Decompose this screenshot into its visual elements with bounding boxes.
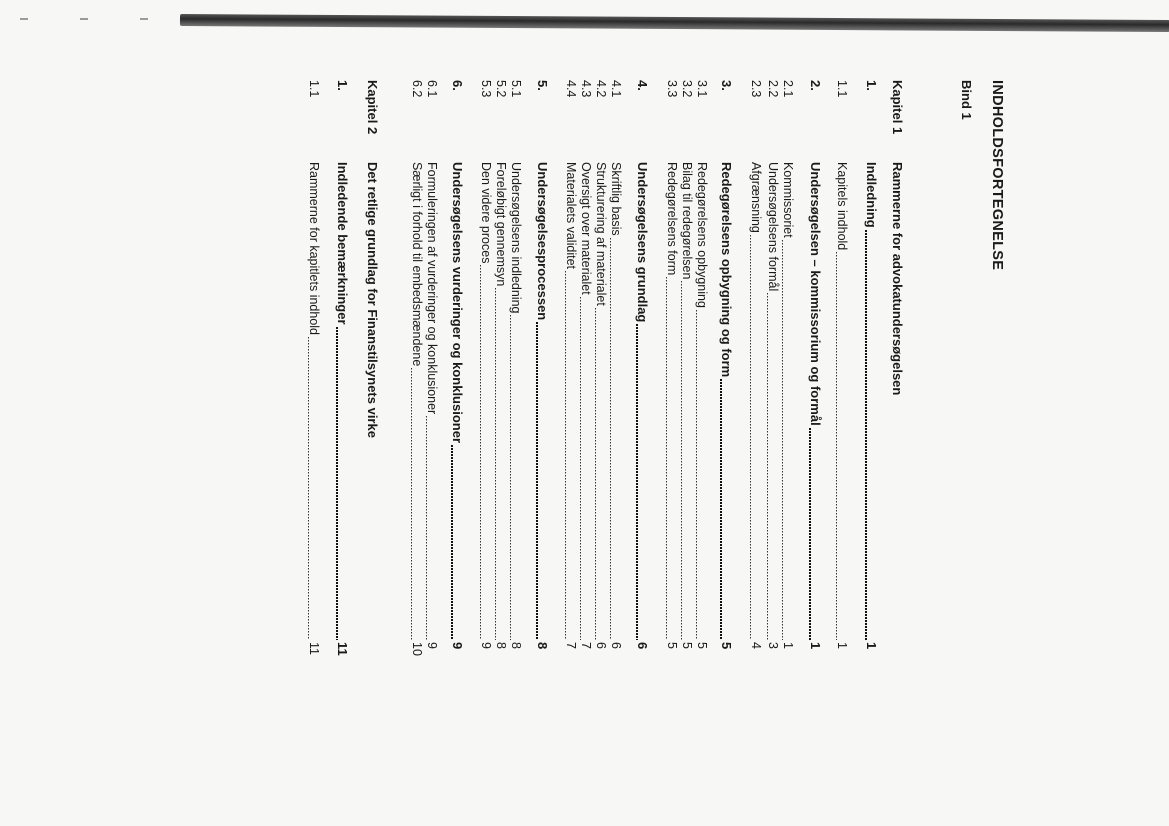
- toc-label: Rammerne for advokatundersøgelsen: [890, 162, 905, 396]
- toc-leader-dots: [411, 368, 412, 640]
- toc-number: 1.1: [307, 80, 321, 98]
- toc-number: Kapitel 2: [365, 80, 380, 135]
- toc-number: 4.2: [594, 80, 608, 98]
- toc-leader-dots: [809, 428, 811, 640]
- toc-number: 1.: [864, 80, 879, 91]
- toc-page-number: 9: [450, 642, 465, 650]
- toc-leader-dots: [865, 230, 867, 640]
- toc-page-number: 11: [307, 642, 321, 655]
- toc-number: 2.1: [781, 80, 795, 98]
- toc-page-number: 8: [509, 642, 523, 649]
- toc-page-number: 9: [425, 642, 439, 649]
- toc-page-number: 6: [635, 642, 650, 650]
- toc-label: Bilag til redegørelsen: [680, 162, 694, 280]
- toc-leader-dots: [750, 235, 751, 640]
- toc-page-number: 6: [609, 642, 623, 649]
- toc-label: Det retlige grundlag for Finanstilsynets virke: [365, 162, 380, 438]
- toc-leader-dots: [595, 308, 596, 640]
- toc-label: Redegørelsens form: [665, 162, 679, 276]
- toc-leader-dots: [836, 252, 837, 640]
- volume-label: Bind 1: [959, 80, 974, 120]
- toc-label: Redegørelsens opbygning og form: [719, 162, 734, 378]
- toc-label: Indledende bemærkninger: [335, 162, 350, 325]
- toc-page-number: 5: [695, 642, 709, 649]
- toc-number: 3.1: [695, 80, 709, 98]
- toc-label: Strukturering af materialet: [594, 162, 608, 306]
- toc-number: 6.: [450, 80, 465, 91]
- toc-label: Undersøgelsens indledning: [509, 162, 523, 314]
- toc-leader-dots: [336, 327, 338, 640]
- toc-label: Undersøgelsen – kommissorium og formål: [808, 162, 823, 426]
- toc-label: Undersøgelsens vurderinger og konklusioner: [450, 162, 465, 444]
- toc-page-number: 9: [479, 642, 493, 649]
- toc-label: Undersøgelsesprocessen: [535, 162, 550, 321]
- toc-number: 3.: [719, 80, 734, 91]
- toc-leader-dots: [565, 271, 566, 640]
- toc-page-number: 11: [335, 642, 350, 656]
- toc-number: 4.4: [564, 80, 578, 98]
- toc-leader-dots: [610, 238, 611, 640]
- toc-label: Kommissoriet: [781, 162, 795, 238]
- toc-leader-dots: [782, 240, 783, 640]
- toc-number: 1.: [335, 80, 350, 91]
- toc-label: Særligt i forhold til embedsmændene: [410, 162, 424, 367]
- toc-number: 3.2: [680, 80, 694, 98]
- toc-leader-dots: [308, 337, 309, 640]
- toc-page-number: 10: [410, 642, 424, 656]
- toc-number: 2.3: [749, 80, 763, 98]
- toc-label: Skriftlig basis: [609, 162, 623, 236]
- toc-label: Foreløbigt gennemsyn: [494, 162, 508, 287]
- toc-page-number: 1: [864, 642, 879, 650]
- toc-leader-dots: [536, 322, 538, 640]
- toc-label: Formuleringen af vurderinger og konklusioner: [425, 162, 439, 415]
- toc-leader-dots: [451, 445, 453, 640]
- toc-number: 2.2: [766, 80, 780, 98]
- toc-page-number: 7: [579, 642, 593, 649]
- toc-leader-dots: [510, 315, 511, 640]
- toc-page-number: 6: [594, 642, 608, 649]
- toc-number: 5.1: [509, 80, 523, 98]
- toc-label: Indledning: [864, 162, 879, 228]
- toc-page-number: 1: [808, 642, 823, 650]
- toc-number: 3.3: [665, 80, 679, 98]
- toc-page-number: 5: [680, 642, 694, 649]
- toc-label: Oversigt over materialet: [579, 162, 593, 295]
- toc-label: Rammerne for kapitlets indhold: [307, 162, 321, 335]
- toc-number: 1.1: [835, 80, 849, 98]
- toc-page-number: 8: [535, 642, 550, 650]
- toc-page-number: 8: [494, 642, 508, 649]
- toc-leader-dots: [681, 281, 682, 640]
- toc-leader-dots: [580, 297, 581, 640]
- toc-label: Undersøgelsens grundlag: [635, 162, 650, 323]
- toc-number: 6.1: [425, 80, 439, 98]
- toc-number: 2.: [808, 80, 823, 91]
- toc-label: Materialets validitet: [564, 162, 578, 269]
- toc-label: Den videre proces: [479, 162, 493, 264]
- toc-label: Undersøgelsens formål: [766, 162, 780, 292]
- toc-number: 5.: [535, 80, 550, 91]
- toc-leader-dots: [696, 310, 697, 640]
- toc-number: 4.: [635, 80, 650, 91]
- toc-page-number: 1: [781, 642, 795, 649]
- toc-number: Kapitel 1: [890, 80, 905, 135]
- toc-number: 5.2: [494, 80, 508, 98]
- toc-leader-dots: [426, 416, 427, 640]
- toc-leader-dots: [480, 265, 481, 640]
- toc-title: INDHOLDSFORTEGNELSE: [989, 80, 1005, 271]
- toc-leader-dots: [720, 379, 722, 640]
- toc-leader-dots: [666, 277, 667, 640]
- toc-number: 6.2: [410, 80, 424, 98]
- toc-leader-dots: [495, 288, 496, 640]
- toc-label: Kapitels indhold: [835, 162, 849, 251]
- toc-number: 5.3: [479, 80, 493, 98]
- toc-page-number: 1: [835, 642, 849, 649]
- toc-page-number: 5: [665, 642, 679, 649]
- toc-page-number: 5: [719, 642, 734, 650]
- toc-page-number: 7: [564, 642, 578, 649]
- toc-label: Afgrænsning: [749, 162, 763, 233]
- toc-number: 4.1: [609, 80, 623, 98]
- toc-number: 4.3: [579, 80, 593, 98]
- toc-label: Redegørelsens opbygning: [695, 162, 709, 308]
- toc-leader-dots: [636, 324, 638, 640]
- toc-page-number: 4: [749, 642, 763, 649]
- toc-page-number: 3: [766, 642, 780, 649]
- toc-leader-dots: [767, 293, 768, 640]
